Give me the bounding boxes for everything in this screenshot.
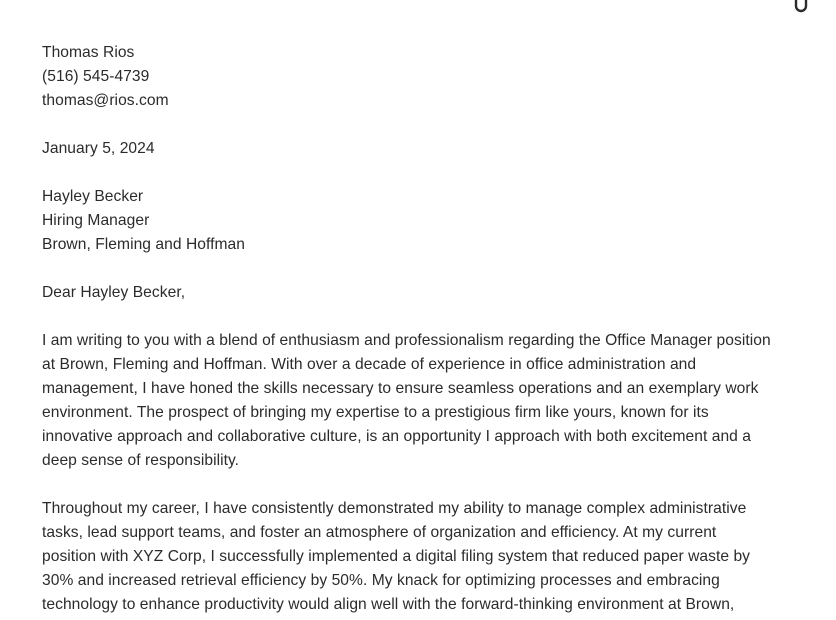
paragraph-line: management, I have honed the skills necessary to ensure seamless operations and an exemplary work <box>42 380 759 397</box>
paragraph-line: environment. The prospect of bringing my expertise to a prestigious firm like yours, known for its <box>42 404 709 421</box>
cover-letter <box>42 41 802 617</box>
paragraph-line: 30% and increased retrieval efficiency by 50%. My knack for optimizing processes and embracing <box>42 572 720 589</box>
partial-cutoff-icon <box>794 0 808 14</box>
paragraph-line: I am writing to you with a blend of enthusiasm and professionalism regarding the Office Manager position <box>42 332 771 349</box>
paragraph-line: deep sense of responsibility. <box>42 452 240 469</box>
recipient-block <box>42 185 802 257</box>
paragraph-line: technology to enhance productivity would align well with the forward-thinking environment at Brown, <box>42 596 735 613</box>
salutation: Dear Hayley Becker, <box>42 284 186 301</box>
recipient-title: Hiring Manager <box>42 212 150 229</box>
paragraph-2 <box>42 497 802 617</box>
paragraph-line: at Brown, Fleming and Hoffman. With over a decade of experience in office administration and <box>42 356 697 373</box>
recipient-name: Hayley Becker <box>42 188 144 205</box>
paragraph-line: tasks, lead support teams, and foster an atmosphere of organization and efficiency. At my current <box>42 524 717 541</box>
sender-block <box>42 41 802 113</box>
sender-name: Thomas Rios <box>42 44 135 61</box>
letter-date: January 5, 2024 <box>42 140 155 157</box>
paragraph-line: innovative approach and collaborative culture, is an opportunity I approach with both excitement and a <box>42 428 751 445</box>
paragraph-1 <box>42 329 802 473</box>
sender-phone: (516) 545-4739 <box>42 68 150 85</box>
sender-email: thomas@rios.com <box>42 92 169 109</box>
paragraph-line: position with XYZ Corp, I successfully implemented a digital filing system that reduced paper waste by <box>42 548 751 565</box>
paragraph-line: Throughout my career, I have consistently demonstrated my ability to manage complex administrative <box>42 500 747 517</box>
recipient-company: Brown, Fleming and Hoffman <box>42 236 245 253</box>
